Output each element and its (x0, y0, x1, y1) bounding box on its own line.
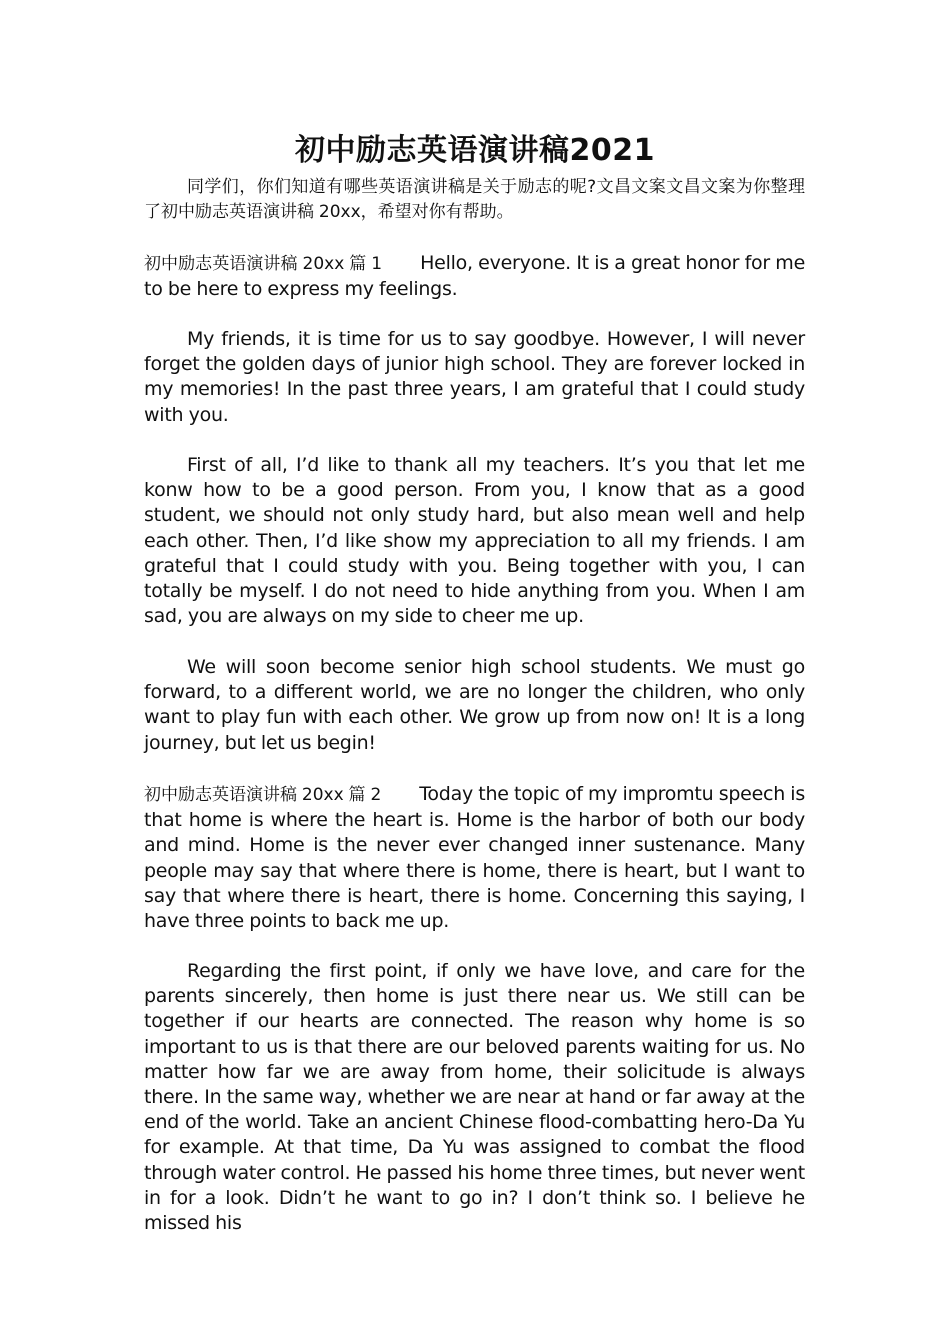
section-2-opening (144, 782, 805, 934)
section-1-paragraph-3: We will soon become senior high school students. We must go forward, to a different world, we are no longer the children, who only want to play fun with each other. We grow up from now on! It is a long journey, but let us begin! (144, 656, 805, 754)
section-1-paragraph-1: My friends, it is time for us to say goodbye. However, I will never forget the golden days of junior high school. They are forever locked in my memories! In the past three years, I am grateful that I could study with you. (144, 328, 805, 426)
section-2-lead: Today the topic of my impromtu speech is that home is where the heart is. Home is the harbor of both our body and mind. Home is the never ever changed inner sustenance. Many people may say that where there is home, there is heart, but I want to say that where there is heart, there is home. Concerning this saying, I have three points to back me up. (144, 783, 805, 933)
intro-paragraph: 同学们，你们知道有哪些英语演讲稿是关于励志的呢?文昌文案文昌文案为你整理了初中励志英语演讲稿 20xx，希望对你有帮助。 (144, 177, 805, 223)
section-1-heading: 初中励志英语演讲稿 20xx 篇 1 (144, 254, 383, 274)
section-1-opening (144, 251, 805, 302)
section-1-lead: Hello, everyone. It is a great honor for me to be here to express my feelings. (144, 252, 806, 301)
document-title: 初中励志英语演讲稿2021 (295, 133, 655, 168)
section-1-paragraph-2: First of all, I’d like to thank all my teachers. It’s you that let me konw how to be a good person. From you, I know that as a good student, we should not only study hard, but also mean well and help each other. Then, I’d like show my appreciation to all my friends. I am grateful that I could study with you. Being together with you, I can totally be myself. I do not need to hide anything from you. When I am sad, you are always on my side to cheer me up. (144, 454, 805, 628)
section-2-heading: 初中励志英语演讲稿 20xx 篇 2 (144, 785, 382, 805)
section-2-paragraph-1: Regarding the first point, if only we have love, and care for the parents sincerely, then home is just there near us. We still can be together if our hearts are connected. The reason why home is so important to us is that there are our beloved parents waiting for us. No matter how far we are away from home, their solicitude is always there. In the same way, whether we are near at hand or far away at the end of the world. Take an ancient Chinese flood-combatting hero-Da Yu for example. At that time, Da Yu was assigned to combat the flood through water control. He passed his home three times, but never went in for a look. Didn’t he want to go in? I don’t think so. I believe he missed his (144, 960, 805, 1235)
